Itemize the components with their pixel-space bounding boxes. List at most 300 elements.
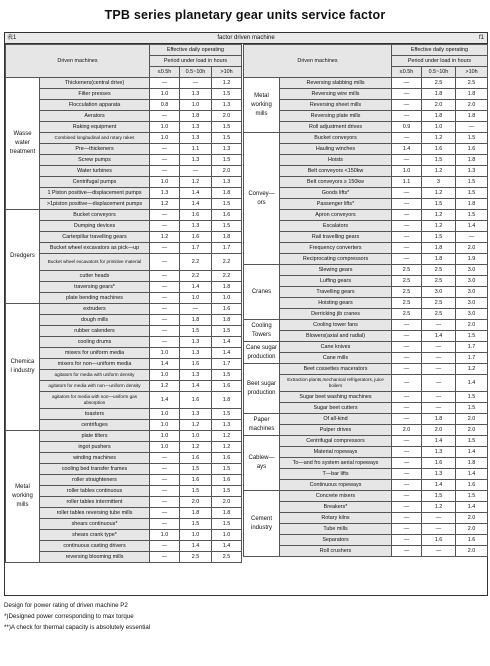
table-row: [244, 447, 488, 458]
factor-value: 1.4: [180, 282, 212, 293]
factor-value: 2.5: [422, 78, 456, 89]
factor-value: 2.0: [456, 546, 488, 557]
factor-value: —: [392, 111, 422, 122]
factor-value: —: [392, 133, 422, 144]
factor-value: 1.5: [456, 392, 488, 403]
right-header-row: [244, 45, 488, 56]
machine-name: Reversing wire mills: [280, 89, 392, 100]
factor-value: —: [392, 375, 422, 392]
factor-value: —: [150, 111, 180, 122]
factor-value: 1.4: [212, 541, 242, 552]
factor-value: 2.5: [180, 552, 212, 563]
machine-name: toasters: [40, 409, 150, 420]
factor-value: 1.2: [422, 166, 456, 177]
factor-value: 1.2: [422, 188, 456, 199]
factor-value: 1.6: [212, 304, 242, 315]
factor-value: 1.3: [212, 144, 242, 155]
factor-value: —: [392, 535, 422, 546]
factor-value: 3.0: [456, 276, 488, 287]
factor-value: 1.2: [180, 442, 212, 453]
table-row: [6, 519, 242, 530]
machine-name: >1piston positive—displacement pumps: [40, 199, 150, 210]
factor-value: —: [150, 254, 180, 271]
machine-name: plate tilters: [40, 431, 150, 442]
factor-value: 1.3: [180, 370, 212, 381]
factor-value: —: [392, 364, 422, 375]
table-row: [244, 513, 488, 524]
factor-value: —: [392, 155, 422, 166]
table-row: [6, 271, 242, 282]
factor-value: 1.6: [212, 381, 242, 392]
factor-value: 1.5: [212, 122, 242, 133]
group-label: [244, 342, 280, 364]
factor-value: —: [392, 458, 422, 469]
factor-value: 1.8: [456, 458, 488, 469]
table-row: [244, 353, 488, 364]
factor-value: 1.0: [150, 370, 180, 381]
factor-value: 1.8: [422, 89, 456, 100]
table-row: [244, 491, 488, 502]
hours-column-header: ≤0.5h: [392, 67, 422, 78]
factor-value: 1.5: [212, 370, 242, 381]
factor-value: 1.5: [422, 155, 456, 166]
factor-value: 1.0: [150, 431, 180, 442]
machine-name: Rail travelling gears: [280, 232, 392, 243]
machine-name: Centrifugal compressors: [280, 436, 392, 447]
group-label-line: Cane sugar: [245, 344, 278, 351]
group-label-line: Paper: [253, 416, 270, 423]
factor-value: 2.0: [180, 497, 212, 508]
period-subheader: Period under load in hours: [150, 56, 242, 67]
machine-name: Travelling gears: [280, 287, 392, 298]
group-label-line: Cement: [250, 515, 272, 522]
table-row: [6, 315, 242, 326]
factor-value: —: [150, 326, 180, 337]
factor-value: 1.4: [212, 348, 242, 359]
driven-machines-header: Driven machines: [6, 45, 150, 78]
hours-column-header: >10h: [456, 67, 488, 78]
machine-name: cooling bed transfer frames: [40, 464, 150, 475]
group-label: [244, 320, 280, 342]
driven-machines-header: Driven machines: [244, 45, 392, 78]
factor-value: 1.8: [422, 111, 456, 122]
machine-name: Centrifugal pumps: [40, 177, 150, 188]
factor-value: 3.0: [456, 298, 488, 309]
factor-value: 1.2: [422, 502, 456, 513]
table-row: [244, 414, 488, 425]
factor-value: 1.4: [422, 436, 456, 447]
machine-name: continuous casting drivers: [40, 541, 150, 552]
factor-value: 1.3: [212, 177, 242, 188]
factor-value: —: [392, 403, 422, 414]
table-row: [6, 254, 242, 271]
machine-name: reversing blooming mills: [40, 552, 150, 563]
machine-name: Bucket conveyors: [40, 210, 150, 221]
factor-value: 1.3: [180, 133, 212, 144]
table-row: [244, 392, 488, 403]
factor-value: 1.6: [180, 359, 212, 370]
machine-name: Concrete mixers: [280, 491, 392, 502]
factor-value: —: [150, 315, 180, 326]
factor-value: 0.8: [150, 100, 180, 111]
machine-name: Hoists: [280, 155, 392, 166]
factor-value: 1.5: [212, 221, 242, 232]
factor-value: 1.6: [456, 535, 488, 546]
left-half-table: [5, 44, 242, 563]
table-row: [6, 359, 242, 370]
factor-value: 1.3: [422, 447, 456, 458]
factor-value: 1.0: [212, 293, 242, 304]
group-label-line: mills: [16, 502, 29, 508]
factor-value: —: [150, 271, 180, 282]
factor-value: 1.5: [422, 199, 456, 210]
factor-value: 1.0: [150, 122, 180, 133]
group-label: [244, 414, 280, 436]
factor-value: —: [456, 122, 488, 133]
factor-value: 1.8: [212, 392, 242, 409]
table-row: [244, 546, 488, 557]
table-caption-text: factor driven machine: [217, 35, 275, 41]
table-row: [244, 502, 488, 513]
factor-value: 1.5: [456, 331, 488, 342]
factor-value: —: [392, 414, 422, 425]
factor-value: 1.4: [422, 331, 456, 342]
factor-value: 2.0: [456, 414, 488, 425]
table-row: [244, 78, 488, 89]
factor-value: —: [150, 497, 180, 508]
factor-value: 1.9: [456, 254, 488, 265]
factor-value: 2.5: [212, 552, 242, 563]
machine-name: Beet cossettes macerators: [280, 364, 392, 375]
factor-value: 1.7: [456, 342, 488, 353]
machine-name: Roll crushers: [280, 546, 392, 557]
table-row: [244, 122, 488, 133]
machine-name: Bucket conveyors: [280, 133, 392, 144]
machine-name: Reciprocating compressors: [280, 254, 392, 265]
table-row: [244, 331, 488, 342]
table-row: [6, 304, 242, 315]
service-factor-table: [4, 32, 488, 596]
factor-value: 1.8: [212, 188, 242, 199]
factor-value: 2.0: [456, 100, 488, 111]
machine-name: Flocculation apparata: [40, 100, 150, 111]
factor-value: 1.0: [180, 530, 212, 541]
factor-value: 1.4: [180, 541, 212, 552]
group-label: [244, 364, 280, 414]
table-tag: f1: [478, 35, 484, 41]
table-row: [244, 177, 488, 188]
table-row: [6, 348, 242, 359]
factor-value: 1.5: [422, 232, 456, 243]
table-row: [6, 293, 242, 304]
factor-value: —: [392, 199, 422, 210]
factor-value: 1.6: [180, 392, 212, 409]
factor-value: 1.2: [456, 364, 488, 375]
hours-column-header: >10h: [212, 67, 242, 78]
factor-value: 1.6: [456, 480, 488, 491]
factor-value: 1.2: [150, 232, 180, 243]
factor-value: 2.5: [392, 298, 422, 309]
table-row: [6, 166, 242, 177]
group-label: [6, 78, 40, 210]
factor-value: 2.5: [422, 298, 456, 309]
table-row: [6, 188, 242, 199]
factor-value: 1.5: [180, 326, 212, 337]
factor-value: 1.3: [180, 221, 212, 232]
factor-value: 2.0: [456, 524, 488, 535]
table-row: [244, 298, 488, 309]
factor-value: —: [150, 210, 180, 221]
table-row: [244, 199, 488, 210]
factor-value: —: [392, 491, 422, 502]
machine-name: Screw pumps: [40, 155, 150, 166]
table-row: [244, 155, 488, 166]
footnote-thermal: **)A check for thermal capacity is absolutely essential: [4, 624, 151, 631]
factor-value: —: [392, 89, 422, 100]
group-label-line: working: [12, 493, 33, 499]
factor-value: 2.0: [392, 425, 422, 436]
factor-value: 1.8: [456, 199, 488, 210]
group-label: [6, 304, 40, 431]
machine-name: Pulper drives: [280, 425, 392, 436]
factor-value: 2.0: [456, 513, 488, 524]
period-header: Effective daily operating: [392, 45, 488, 56]
factor-value: 1.7: [456, 353, 488, 364]
table-row: [6, 282, 242, 293]
machine-name: Rotary kilns: [280, 513, 392, 524]
table-row: [244, 210, 488, 221]
factor-value: 1.5: [456, 436, 488, 447]
table-row: [6, 381, 242, 392]
factor-value: 1.3: [180, 337, 212, 348]
factor-value: —: [456, 232, 488, 243]
table-row: [244, 425, 488, 436]
machine-name: ingot pushers: [40, 442, 150, 453]
factor-value: 1.8: [422, 243, 456, 254]
table-row: [244, 309, 488, 320]
factor-value: 1.5: [422, 491, 456, 502]
table-row: [6, 221, 242, 232]
factor-value: 1.3: [180, 409, 212, 420]
table-row: [6, 392, 242, 409]
factor-value: 1.8: [456, 111, 488, 122]
machine-name: Slewing gears: [280, 265, 392, 276]
factor-value: 1.6: [422, 144, 456, 155]
factor-value: —: [392, 436, 422, 447]
group-label-line: Convey—ors: [248, 190, 275, 206]
factor-value: —: [150, 221, 180, 232]
machine-name: cutter heads: [40, 271, 150, 282]
factor-value: 1.2: [150, 381, 180, 392]
factor-value: —: [392, 342, 422, 353]
factor-value: 3.0: [456, 265, 488, 276]
machine-name: Tube mills: [280, 524, 392, 535]
group-label: [244, 436, 280, 491]
table-row: [244, 221, 488, 232]
machine-name: Reversing sheet mills: [280, 100, 392, 111]
factor-value: 1.3: [180, 155, 212, 166]
machine-name: Belt conveyors <150kw: [280, 166, 392, 177]
factor-value: 1.5: [212, 519, 242, 530]
group-label-line: Cooling: [251, 322, 272, 329]
factor-value: 2.0: [212, 111, 242, 122]
machine-name: To—and fro system aerial ropeways: [280, 458, 392, 469]
group-label-line: production: [247, 353, 276, 360]
factor-value: 1.6: [180, 232, 212, 243]
group-label-line: industry: [250, 524, 272, 531]
table-row: [244, 144, 488, 155]
factor-value: 2.0: [456, 243, 488, 254]
factor-value: 2.0: [456, 320, 488, 331]
factor-value: 2.5: [422, 309, 456, 320]
factor-value: 1.3: [422, 469, 456, 480]
machine-name: centrifuges: [40, 420, 150, 431]
factor-value: 1.8: [422, 414, 456, 425]
machine-name: Cane knives: [280, 342, 392, 353]
factor-value: 1.2: [422, 133, 456, 144]
factor-value: 1.5: [180, 464, 212, 475]
factor-value: —: [150, 166, 180, 177]
table-row: [6, 508, 242, 519]
factor-value: 3.0: [422, 287, 456, 298]
table-caption: [5, 33, 487, 44]
group-label-line: treatment: [9, 149, 36, 155]
factor-value: 1.6: [180, 475, 212, 486]
table-row: [244, 100, 488, 111]
machine-name: agitators for media with uniform density: [40, 370, 150, 381]
factor-value: 1.7: [212, 243, 242, 254]
hours-column-header: 0.5~10h: [180, 67, 212, 78]
factor-value: —: [422, 546, 456, 557]
table-row: [244, 320, 488, 331]
table-row: [6, 199, 242, 210]
factor-value: 1.5: [456, 403, 488, 414]
factor-value: 1.6: [180, 453, 212, 464]
factor-value: 1.5: [212, 89, 242, 100]
machine-name: Breakers*: [280, 502, 392, 513]
table-row: [6, 78, 242, 89]
factor-value: —: [392, 331, 422, 342]
factor-value: 1.5: [456, 188, 488, 199]
group-label-line: Beet sugar: [246, 380, 277, 387]
machine-name: dough mills: [40, 315, 150, 326]
machine-name: Apron conveyors: [280, 210, 392, 221]
factor-value: 2.0: [212, 497, 242, 508]
factor-value: —: [150, 486, 180, 497]
table-row: [6, 89, 242, 100]
factor-value: 1.4: [150, 359, 180, 370]
factor-value: 1.0: [150, 133, 180, 144]
table-number: 表1: [7, 35, 17, 41]
factor-value: —: [150, 78, 180, 89]
machine-name: Belt conveyors ≥ 150kw: [280, 177, 392, 188]
factor-value: 1.6: [422, 458, 456, 469]
machine-name: Blowers(axial and radial): [280, 331, 392, 342]
table-row: [244, 111, 488, 122]
machine-name: mixers for uniform media: [40, 348, 150, 359]
machine-name: Raking equipment: [40, 122, 150, 133]
factor-value: 1.8: [456, 155, 488, 166]
factor-value: —: [392, 480, 422, 491]
factor-value: —: [150, 541, 180, 552]
factor-value: —: [422, 403, 456, 414]
factor-value: —: [422, 524, 456, 535]
machine-name: Hauling winches: [280, 144, 392, 155]
machine-name: Reversing slabbing mills: [280, 78, 392, 89]
table-row: [6, 326, 242, 337]
factor-value: 1.5: [212, 464, 242, 475]
period-header: Effective daily operating: [150, 45, 242, 56]
machine-name: shears crank type*: [40, 530, 150, 541]
table-row: [6, 442, 242, 453]
group-label-line: Towers: [251, 331, 271, 338]
factor-value: 1.5: [456, 133, 488, 144]
factor-value: 1.6: [422, 535, 456, 546]
factor-value: 1.5: [212, 133, 242, 144]
factor-value: 3.0: [456, 287, 488, 298]
footnotes: [4, 600, 486, 633]
factor-value: —: [150, 144, 180, 155]
factor-value: 1.2: [212, 431, 242, 442]
factor-value: —: [392, 232, 422, 243]
group-label: [6, 210, 40, 304]
table-row: [244, 535, 488, 546]
machine-name: mixers for non—uniform media: [40, 359, 150, 370]
factor-value: —: [392, 447, 422, 458]
factor-value: 1.0: [180, 293, 212, 304]
table-row: [244, 524, 488, 535]
factor-value: 1.8: [212, 232, 242, 243]
table-row: [6, 464, 242, 475]
factor-value: 1.8: [212, 315, 242, 326]
group-label-line: Metal: [15, 484, 30, 490]
factor-value: 1.2: [422, 210, 456, 221]
machine-name: shears continuous*: [40, 519, 150, 530]
factor-value: —: [392, 243, 422, 254]
table-row: [6, 552, 242, 563]
table-row: [6, 420, 242, 431]
table-row: [244, 480, 488, 491]
machine-name: plate bending machines: [40, 293, 150, 304]
factor-value: —: [392, 502, 422, 513]
factor-value: —: [392, 210, 422, 221]
table-row: [244, 403, 488, 414]
factor-value: 1.4: [456, 221, 488, 232]
factor-value: 1.2: [150, 199, 180, 210]
factor-value: 1.1: [180, 144, 212, 155]
factor-value: 2.0: [456, 425, 488, 436]
factor-value: 1.0: [150, 409, 180, 420]
table-row: [6, 210, 242, 221]
group-label-line: Wasse: [13, 131, 32, 137]
machine-name: Cane mills: [280, 353, 392, 364]
table-row: [244, 89, 488, 100]
table-row: [244, 133, 488, 144]
factor-value: 1.0: [180, 431, 212, 442]
group-label-line: Metal: [254, 92, 269, 99]
factor-value: —: [150, 282, 180, 293]
table-row: [6, 133, 242, 144]
footnote-max-torque: *)Designed power corresponding to max torque: [4, 613, 134, 620]
factor-value: 1.3: [180, 122, 212, 133]
factor-value: —: [392, 188, 422, 199]
factor-value: 1.4: [392, 144, 422, 155]
factor-value: —: [392, 221, 422, 232]
table-row: [244, 469, 488, 480]
factor-value: 2.2: [212, 271, 242, 282]
right-half-table: [243, 44, 488, 557]
left-header-row: [6, 45, 242, 56]
